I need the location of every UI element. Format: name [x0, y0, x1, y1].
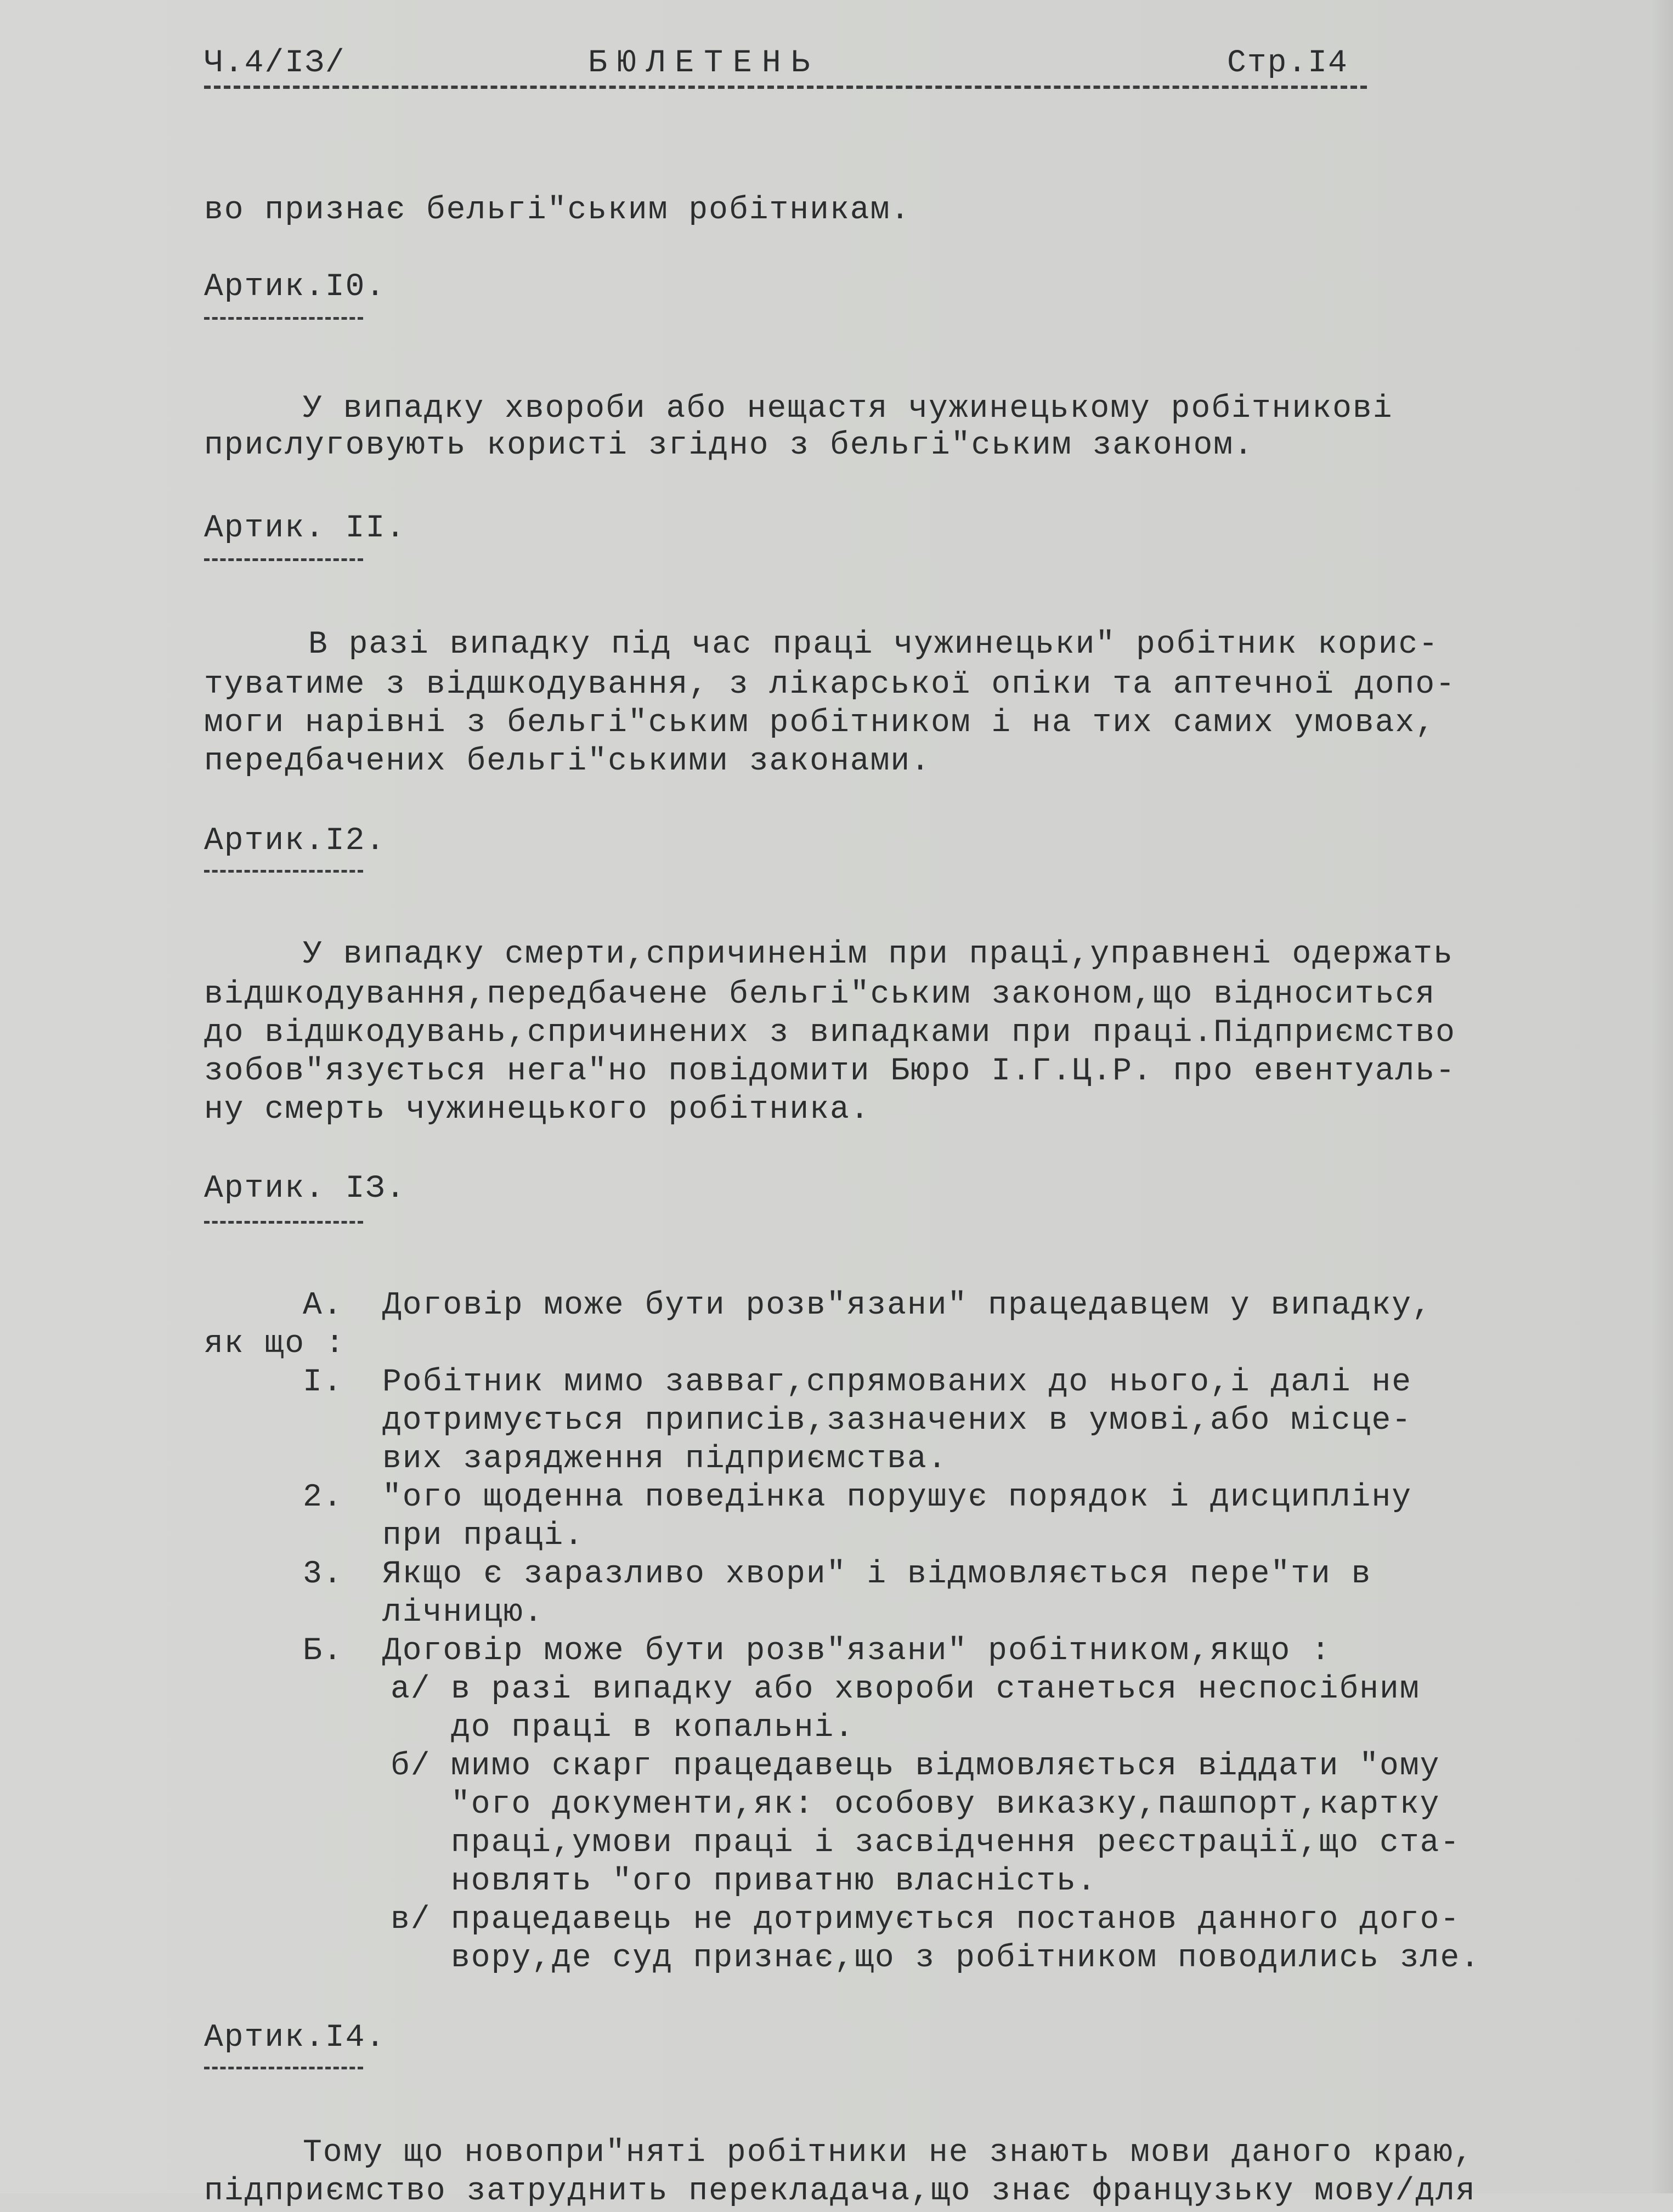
page-edge: [1650, 0, 1673, 2193]
article-11-line-2: туватиме з відшкодування, з лікарської опіки та аптечної допо-: [204, 667, 1456, 703]
header-left: Ч.4/ІЗ/: [204, 46, 346, 81]
item-3-line-2: лічницю.: [382, 1595, 544, 1631]
subitem-a-label: а/: [391, 1672, 431, 1707]
header-title: БЮЛЕТЕНЬ: [588, 46, 820, 81]
article-13-b-line-1: Договір може бути розв"язани" робітником,якщо :: [382, 1633, 1331, 1669]
article-14-title: Артик.І4.: [204, 2020, 386, 2056]
item-2-line-2: при праці.: [382, 1518, 585, 1554]
subitem-c-line-2: вору,де суд признає,що з робітником поводились зле.: [451, 1941, 1481, 1976]
article-14-underline: [204, 2067, 363, 2069]
article-12-line-5: ну смерть чужинецького робітника.: [204, 1092, 871, 1128]
article-13-underline: [204, 1221, 363, 1224]
article-13-a-line-1: Договір може бути розв"язани" працедавцем у випадку,: [382, 1288, 1432, 1323]
subitem-a-line-2: до праці в копальні.: [451, 1710, 855, 1746]
article-13-a-line-2: як що :: [204, 1326, 346, 1362]
article-14-line-1: Тому що новопри"няті робітники не знають мови даного краю,: [303, 2135, 1474, 2171]
subitem-b-line-1: мимо скарг працедавець відмовляється віддати "ому: [451, 1749, 1440, 1784]
article-10-title: Артик.І0.: [204, 269, 386, 305]
article-12-line-4: зобов"язується нега"но повідомити Бюро І.Г.Ц.Р. про евентуаль-: [204, 1054, 1456, 1089]
article-11-title: Артик. ІІ.: [204, 511, 406, 546]
header-page-number: Стр.І4: [1227, 46, 1348, 81]
article-13-a-label: А.: [303, 1288, 343, 1323]
header-divider: [204, 86, 1367, 89]
item-1-line-3: вих зарядження підприємства.: [382, 1441, 948, 1477]
article-13-title: Артик. ІЗ.: [204, 1171, 406, 1207]
subitem-b-line-2: "ого документи,як: особову виказку,пашпорт,картку: [451, 1787, 1440, 1823]
article-12-title: Артик.І2.: [204, 823, 386, 859]
article-10-line-1: У випадку хвороби або нещастя чужинецькому робітникові: [303, 391, 1393, 427]
article-12-underline: [204, 870, 363, 873]
item-2-number: 2.: [303, 1480, 343, 1515]
item-3-line-1: Якщо є заразливо хвори" і відмовляється пере"ти в: [382, 1557, 1372, 1592]
item-1-line-2: дотримується приписів,зазначених в умові,або місце-: [382, 1403, 1412, 1439]
article-13-b-label: Б.: [303, 1633, 343, 1669]
item-2-line-1: "ого щоденна поведінка порушує порядок і дисципліну: [382, 1480, 1412, 1515]
item-1-line-1: Робітник мимо завваг,спрямованих до нього,і далі не: [382, 1365, 1412, 1400]
article-12-line-1: У випадку смерти,спричиненім при праці,управнені одержать: [303, 937, 1454, 972]
article-12-line-2: відшкодування,передбачене бельгі"ським законом,що відноситься: [204, 977, 1436, 1012]
article-11-underline: [204, 558, 363, 561]
article-12-line-3: до відшкодувань,спричинених з випадками при праці.Підприємство: [204, 1015, 1456, 1051]
article-14-line-2: підприємство затруднить перекладача,що знає французьку мову/для: [204, 2174, 1476, 2209]
article-11-line-4: передбачених бельгі"ськими законами.: [204, 744, 931, 779]
article-10-line-2: прислуговують користі згідно з бельгі"ським законом.: [204, 428, 1254, 463]
subitem-b-line-3: праці,умови праці і засвідчення реєстрації,що ста-: [451, 1825, 1461, 1861]
article-11-line-3: моги нарівні з бельгі"ським робітником і на тих самих умовах,: [204, 705, 1436, 741]
article-10-underline: [204, 317, 363, 320]
subitem-a-line-1: в разі випадку або хвороби станеться неспосібним: [451, 1672, 1420, 1707]
subitem-b-label: б/: [391, 1749, 431, 1784]
item-1-number: І.: [303, 1365, 343, 1400]
intro-line: во признає бельгі"ським робітникам.: [204, 193, 911, 228]
article-11-line-1: В разі випадку під час праці чужинецьки" робітник корис-: [308, 627, 1439, 663]
subitem-c-line-1: працедавець не дотримується постанов данного дого-: [451, 1902, 1461, 1938]
item-3-number: 3.: [303, 1557, 343, 1592]
subitem-b-line-4: новлять "ого приватню власність.: [451, 1864, 1097, 1899]
subitem-c-label: в/: [391, 1902, 431, 1938]
